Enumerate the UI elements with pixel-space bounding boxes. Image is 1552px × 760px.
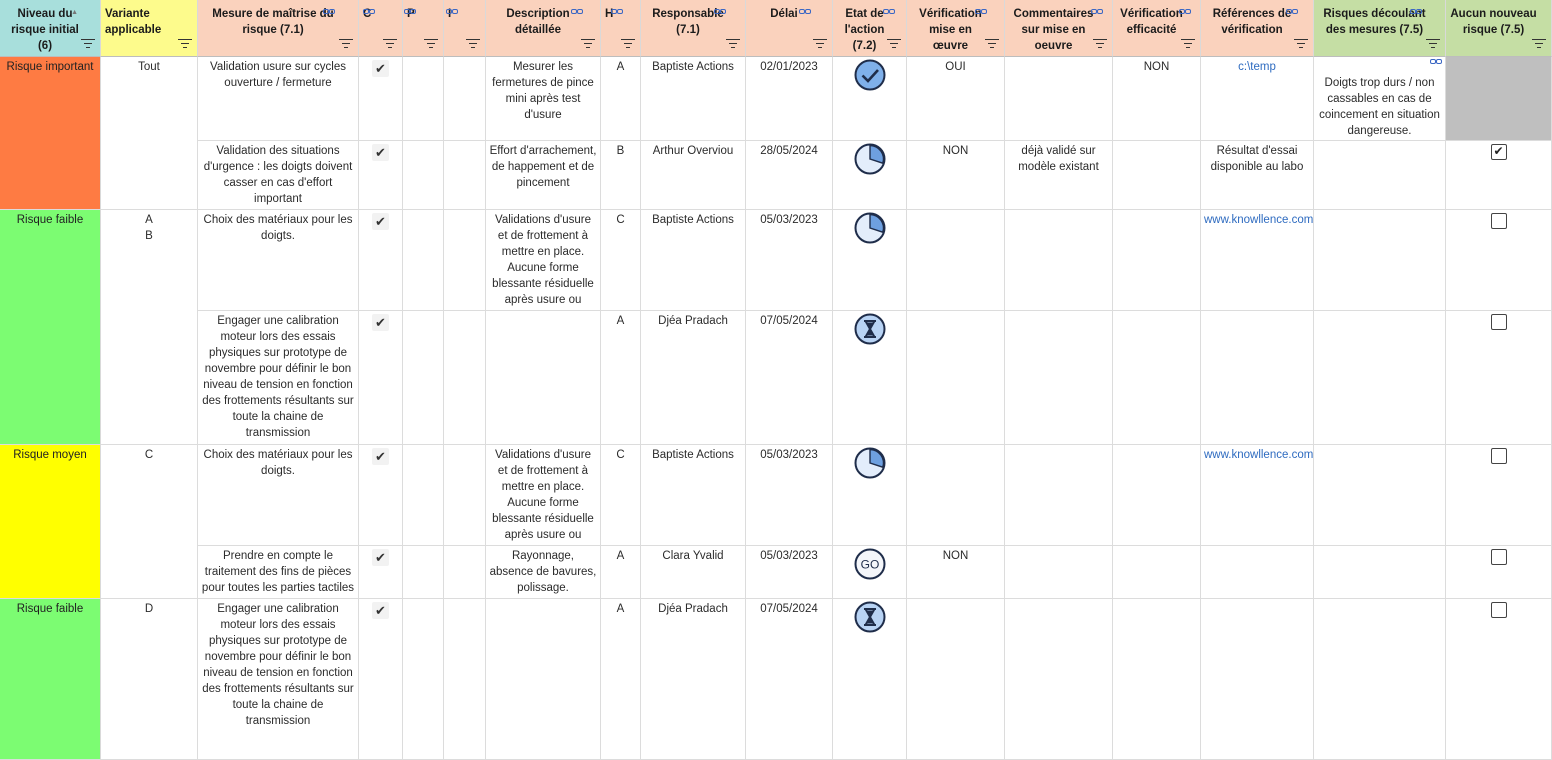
verif-eff-cell — [1113, 599, 1201, 760]
control-cell — [359, 599, 403, 760]
p-cell — [403, 445, 444, 546]
h-cell: C — [601, 210, 641, 311]
column-header-references[interactable] — [1201, 0, 1314, 57]
no-new-risk-checkbox[interactable] — [1491, 602, 1507, 618]
etat-cell — [833, 546, 907, 599]
etat-cell — [833, 311, 907, 445]
go-state-icon[interactable] — [854, 548, 886, 585]
description-cell — [486, 311, 601, 445]
responsable-cell: Clara Yvalid — [641, 546, 746, 599]
commentaires-cell — [1005, 445, 1113, 546]
references-cell — [1201, 141, 1314, 210]
filter-icon[interactable] — [813, 39, 827, 48]
i-cell — [444, 57, 486, 141]
variant-value: D — [144, 603, 154, 615]
aucun-cell — [1446, 546, 1552, 599]
column-header-etat[interactable] — [833, 0, 907, 57]
variant-value: C — [144, 449, 154, 461]
commentaires-cell — [1005, 546, 1113, 599]
column-header-description[interactable] — [486, 0, 601, 57]
i-cell — [444, 546, 486, 599]
pie-state-icon[interactable] — [854, 143, 886, 180]
filter-icon[interactable] — [887, 39, 901, 48]
delai-cell: 02/01/2023 — [746, 57, 833, 141]
h-cell: A — [601, 311, 641, 445]
verif-mise-cell: OUI — [907, 57, 1005, 141]
filter-icon[interactable] — [339, 39, 353, 48]
check-state-icon[interactable] — [854, 59, 886, 96]
link-icon[interactable] — [883, 9, 896, 15]
references-cell — [1201, 311, 1314, 445]
verif-eff-cell — [1113, 445, 1201, 546]
mesure-cell: Engager une calibration moteur lors des essais physiques sur prototype de novembre pour définir le bon niveau de tension en fonction des frottements résultants sur toute la chaine de transmission — [198, 311, 359, 445]
responsable-cell: Baptiste Actions — [641, 57, 746, 141]
p-cell — [403, 599, 444, 760]
column-header-verif-eff[interactable] — [1113, 0, 1201, 57]
delai-cell: 05/03/2023 — [746, 445, 833, 546]
column-header-label: Commentaires sur mise en oeuvre — [1013, 8, 1094, 52]
commentaires-cell — [1005, 599, 1113, 760]
etat-cell — [833, 210, 907, 311]
verif-eff-cell — [1113, 311, 1201, 445]
filter-icon[interactable] — [424, 39, 438, 48]
link-icon[interactable] — [1286, 9, 1299, 15]
no-new-risk-checkbox[interactable] — [1491, 213, 1507, 229]
description-cell: Validations d'usure et de frottement à mettre en place. Aucune forme blessante résiduelle après usure ou — [486, 445, 601, 546]
p-cell — [403, 210, 444, 311]
variant-cell — [101, 599, 198, 760]
column-header-c[interactable] — [359, 0, 403, 57]
description-cell: Effort d'arrachement, de happement et de pincement — [486, 141, 601, 210]
checkmark-icon[interactable]: ✔ — [372, 144, 389, 161]
aucun-cell — [1446, 599, 1552, 760]
column-header-commentaires[interactable] — [1005, 0, 1113, 57]
variant-cell — [101, 445, 198, 599]
risques-cell — [1314, 445, 1446, 546]
h-cell: B — [601, 141, 641, 210]
i-cell — [444, 599, 486, 760]
references-cell — [1201, 599, 1314, 760]
column-header-label: H — [605, 8, 614, 20]
no-new-risk-checkbox[interactable] — [1491, 144, 1507, 160]
column-header-mesure[interactable] — [198, 0, 359, 57]
column-header-delai[interactable] — [746, 0, 833, 57]
column-header-variante[interactable] — [101, 0, 198, 57]
description-cell — [486, 599, 601, 760]
risques-cell — [1314, 311, 1446, 445]
filter-icon[interactable] — [985, 39, 999, 48]
etat-cell — [833, 57, 907, 141]
no-new-risk-checkbox[interactable] — [1491, 448, 1507, 464]
column-header-label: I — [448, 8, 452, 20]
hourglass-state-icon[interactable] — [854, 313, 886, 350]
p-cell — [403, 57, 444, 141]
link-icon[interactable] — [446, 9, 459, 15]
column-header-label: Références de vérification — [1212, 8, 1292, 36]
mesure-cell: Prendre en compte le traitement des fins de pièces pour toutes les parties tactiles — [198, 546, 359, 599]
variant-value: B — [145, 230, 153, 242]
delai-cell: 28/05/2024 — [746, 141, 833, 210]
column-header-label: Vérification efficacité — [1120, 8, 1183, 36]
pie-state-icon[interactable] — [854, 212, 886, 249]
variant-value: A — [145, 214, 153, 226]
p-cell — [403, 546, 444, 599]
description-cell: Mesurer les fermetures de pince mini après test d'usure — [486, 57, 601, 141]
filter-icon[interactable] — [1294, 39, 1308, 48]
filter-icon[interactable] — [621, 39, 635, 48]
commentaires-cell — [1005, 57, 1113, 141]
risk-level-cell: Risque important — [0, 57, 101, 210]
column-header-verif-mise[interactable] — [907, 0, 1005, 57]
verif-mise-cell — [907, 599, 1005, 760]
column-header-label: Aucun nouveau risque (7.5) — [1450, 8, 1537, 36]
checkmark-icon[interactable]: ✔ — [372, 60, 389, 77]
delai-cell: 05/03/2023 — [746, 546, 833, 599]
h-cell: A — [601, 546, 641, 599]
filter-icon[interactable] — [581, 39, 595, 48]
mesure-cell: Engager une calibration moteur lors des essais physiques sur prototype de novembre pour définir le bon niveau de tension en fonction des frottements résultants sur toute la chaine de transmission — [198, 599, 359, 760]
link-icon[interactable] — [714, 9, 727, 15]
aucun-cell — [1446, 141, 1552, 210]
risk-level-cell: Risque faible — [0, 599, 101, 760]
commentaires-cell — [1005, 210, 1113, 311]
link-icon[interactable] — [799, 9, 812, 15]
i-cell — [444, 210, 486, 311]
control-cell — [359, 141, 403, 210]
column-header-label: C — [363, 8, 372, 20]
link-icon[interactable] — [1410, 9, 1423, 15]
etat-cell — [833, 141, 907, 210]
risk-level-cell: Risque faible — [0, 210, 101, 445]
responsable-cell: Baptiste Actions — [641, 210, 746, 311]
aucun-cell — [1446, 445, 1552, 546]
risques-cell — [1314, 210, 1446, 311]
verif-eff-cell — [1113, 210, 1201, 311]
verif-eff-cell — [1113, 546, 1201, 599]
variant-cell — [101, 57, 198, 210]
i-cell — [444, 311, 486, 445]
i-cell — [444, 445, 486, 546]
link-icon[interactable] — [1179, 9, 1192, 15]
pie-state-icon[interactable] — [854, 447, 886, 484]
control-cell — [359, 546, 403, 599]
delai-cell: 07/05/2024 — [746, 311, 833, 445]
aucun-cell — [1446, 57, 1552, 141]
reference-text: Résultat d'essai disponible au labo — [1210, 145, 1304, 173]
verif-mise-cell: NON — [907, 141, 1005, 210]
checkmark-icon[interactable]: ✔ — [372, 602, 389, 619]
column-header-label: Vérification mise en œuvre — [919, 8, 982, 52]
link-icon[interactable] — [323, 9, 336, 15]
filter-icon[interactable] — [81, 39, 95, 48]
aucun-cell — [1446, 210, 1552, 311]
no-new-risk-checkbox[interactable] — [1491, 314, 1507, 330]
control-cell — [359, 210, 403, 311]
responsable-cell: Djéa Pradach — [641, 599, 746, 760]
reference-link[interactable]: www.knowllence.com — [1204, 449, 1314, 461]
i-cell — [444, 141, 486, 210]
responsable-cell: Baptiste Actions — [641, 445, 746, 546]
link-icon[interactable] — [363, 9, 376, 15]
mesure-cell: Choix des matériaux pour les doigts. — [198, 210, 359, 311]
description-cell: Validations d'usure et de frottement à mettre en place. Aucune forme blessante résiduelle après usure ou — [486, 210, 601, 311]
reference-link[interactable]: www.knowllence.com — [1204, 214, 1314, 226]
verif-mise-cell — [907, 210, 1005, 311]
h-cell: A — [601, 599, 641, 760]
commentaires-cell: déjà validé sur modèle existant — [1005, 141, 1113, 210]
column-header-risques[interactable] — [1314, 0, 1446, 57]
h-cell: C — [601, 445, 641, 546]
control-cell — [359, 311, 403, 445]
responsable-cell: Arthur Overviou — [641, 141, 746, 210]
delai-cell: 05/03/2023 — [746, 210, 833, 311]
hourglass-state-icon[interactable] — [854, 601, 886, 638]
aucun-cell — [1446, 311, 1552, 445]
sort-ascending-icon[interactable]: ▲ — [71, 9, 78, 16]
variant-value: Tout — [138, 61, 160, 73]
checkmark-icon[interactable]: ✔ — [372, 448, 389, 465]
verif-eff-cell: NON — [1113, 57, 1201, 141]
derived-risk-text: Doigts trop durs / non cassables en cas de coincement en situation dangereuse. — [1319, 77, 1440, 137]
filter-icon[interactable] — [1181, 39, 1195, 48]
checkmark-icon[interactable]: ✔ — [372, 314, 389, 331]
link-icon[interactable] — [975, 9, 988, 15]
risk-level-cell: Risque moyen — [0, 445, 101, 599]
column-header-p[interactable] — [403, 0, 444, 57]
control-cell — [359, 57, 403, 141]
column-header-i[interactable] — [444, 0, 486, 57]
p-cell — [403, 311, 444, 445]
column-header-label: Variante applicable — [105, 8, 162, 36]
link-icon[interactable] — [1091, 9, 1104, 15]
column-header-label: Risques découlant des mesures (7.5) — [1323, 8, 1426, 36]
mesure-cell: Validation usure sur cycles ouverture / fermeture — [198, 57, 359, 141]
link-icon[interactable] — [1430, 59, 1443, 65]
filter-icon[interactable] — [383, 39, 397, 48]
verif-mise-cell: NON — [907, 546, 1005, 599]
commentaires-cell — [1005, 311, 1113, 445]
verif-mise-cell — [907, 445, 1005, 546]
column-header-label: Etat de l'action (7.2) — [844, 8, 885, 52]
filter-icon[interactable] — [1532, 39, 1546, 48]
risques-cell — [1314, 546, 1446, 599]
column-header-label: Délai — [770, 8, 798, 20]
risques-cell — [1314, 141, 1446, 210]
column-header-aucun[interactable] — [1446, 0, 1552, 57]
link-icon[interactable] — [611, 9, 624, 15]
checkmark-icon[interactable]: ✔ — [372, 549, 389, 566]
column-header-label: Niveau du risque initial (6) — [11, 8, 79, 52]
etat-cell — [833, 445, 907, 546]
risques-cell — [1314, 57, 1446, 141]
mesure-cell: Validation des situations d'urgence : les doigts doivent casser en cas d'effort important — [198, 141, 359, 210]
column-header-label: Description détaillée — [506, 8, 570, 36]
column-header-label: Mesure de maîtrise du risque (7.1) — [212, 8, 334, 36]
filter-icon[interactable] — [466, 39, 480, 48]
mesure-cell: Choix des matériaux pour les doigts. — [198, 445, 359, 546]
references-cell — [1201, 210, 1314, 311]
verif-mise-cell — [907, 311, 1005, 445]
etat-cell — [833, 599, 907, 760]
link-icon[interactable] — [571, 9, 584, 15]
checkmark-icon[interactable]: ✔ — [372, 213, 389, 230]
references-cell — [1201, 445, 1314, 546]
column-header-label: P — [407, 8, 415, 20]
filter-icon[interactable] — [726, 39, 740, 48]
h-cell: A — [601, 57, 641, 141]
column-header-niveau[interactable] — [0, 0, 101, 57]
control-cell — [359, 445, 403, 546]
column-header-h[interactable] — [601, 0, 641, 57]
filter-icon[interactable] — [1093, 39, 1107, 48]
risques-cell — [1314, 599, 1446, 760]
link-icon[interactable] — [404, 9, 417, 15]
p-cell — [403, 141, 444, 210]
responsable-cell: Djéa Pradach — [641, 311, 746, 445]
references-cell — [1201, 57, 1314, 141]
filter-icon[interactable] — [1426, 39, 1440, 48]
column-header-label: Responsable (7.1) — [652, 8, 724, 36]
reference-link[interactable]: c:\temp — [1238, 61, 1276, 73]
column-header-responsable[interactable] — [641, 0, 746, 57]
no-new-risk-checkbox[interactable] — [1491, 549, 1507, 565]
references-cell — [1201, 546, 1314, 599]
delai-cell: 07/05/2024 — [746, 599, 833, 760]
filter-icon[interactable] — [178, 39, 192, 48]
description-cell: Rayonnage, absence de bavures, polissage. — [486, 546, 601, 599]
svg-text:GO: GO — [860, 557, 879, 572]
variant-cell — [101, 210, 198, 445]
verif-eff-cell — [1113, 141, 1201, 210]
